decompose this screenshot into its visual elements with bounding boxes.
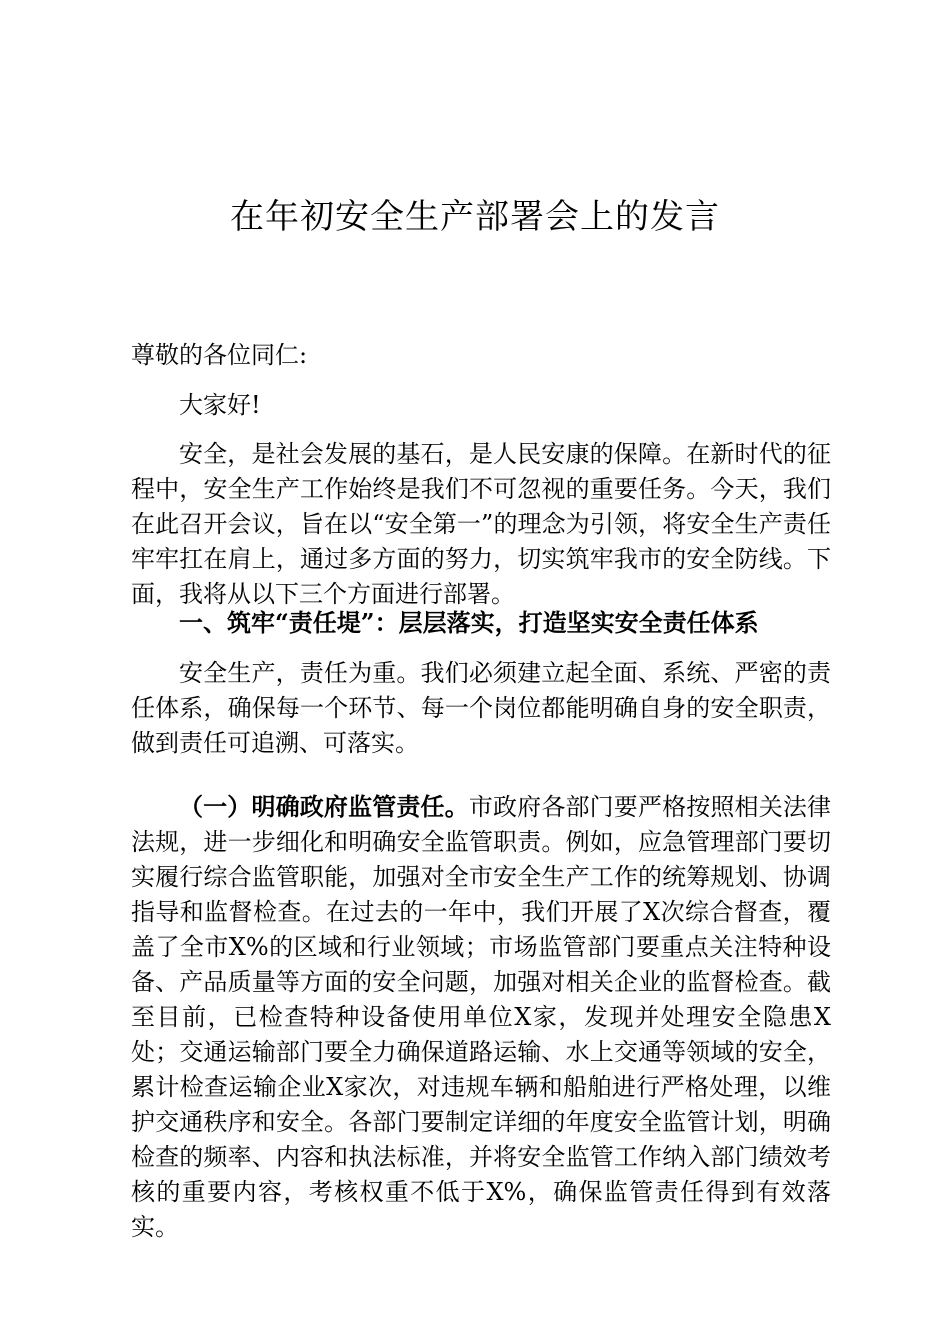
subsection-body: 市政府各部门要严格按照相关法律法规，进一步细化和明确安全监管职责。例如，应急管理部门要切实履行综合监管职能，加强对全市安全生产工作的统筹规划、协调指导和监督检查。在过去的一年中，我们开展了X次综合督查，覆盖了全市X%的区域和行业领域；市场监管部门要重点关注特种设备、产品质量等方面的安全问题，加强对相关企业的监督检查。截至目前，已检查特种设备使用单位X家，发现并处理安全隐患X处；交通运输部门要全力确保道路运输、水上交通等领域的安全，累计检查运输企业X家次，对违规车辆和船舶进行严格处理，以维护交通秩序和安全。各部门要制定详细的年度安全监管计划，明确检查的频率、内容和执法标准，并将安全监管工作纳入部门绩效考核的重要内容，考核权重不低于X%，确保监管责任得到有效落实。 xyxy=(131,793,832,1241)
subsection-paragraph xyxy=(131,789,831,1245)
section-heading: 一、筑牢“责任堤”：层层落实，打造坚实安全责任体系 xyxy=(179,608,759,637)
salutation: 尊敬的各位同仁: xyxy=(131,341,308,369)
section-paragraph: 安全生产，责任为重。我们必须建立起全面、系统、严密的责任体系，确保每一个环节、每一个岗位都能明确自身的安全职责，做到责任可追溯、可落实。 xyxy=(131,659,831,757)
intro-paragraph: 安全，是社会发展的基石，是人民安康的保障。在新时代的征程中，安全生产工作始终是我们不可忽视的重要任务。今天，我们在此召开会议，旨在以“安全第一”的理念为引领，将安全生产责任牢牢扛在肩上，通过多方面的努力，切实筑牢我市的安全防线。下面，我将从以下三个方面进行部署。 xyxy=(131,440,831,608)
document-title: 在年初安全生产部署会上的发言 xyxy=(230,196,720,237)
subsection-lead: （一）明确政府监管责任。 xyxy=(179,792,469,821)
greeting: 大家好! xyxy=(179,391,261,419)
